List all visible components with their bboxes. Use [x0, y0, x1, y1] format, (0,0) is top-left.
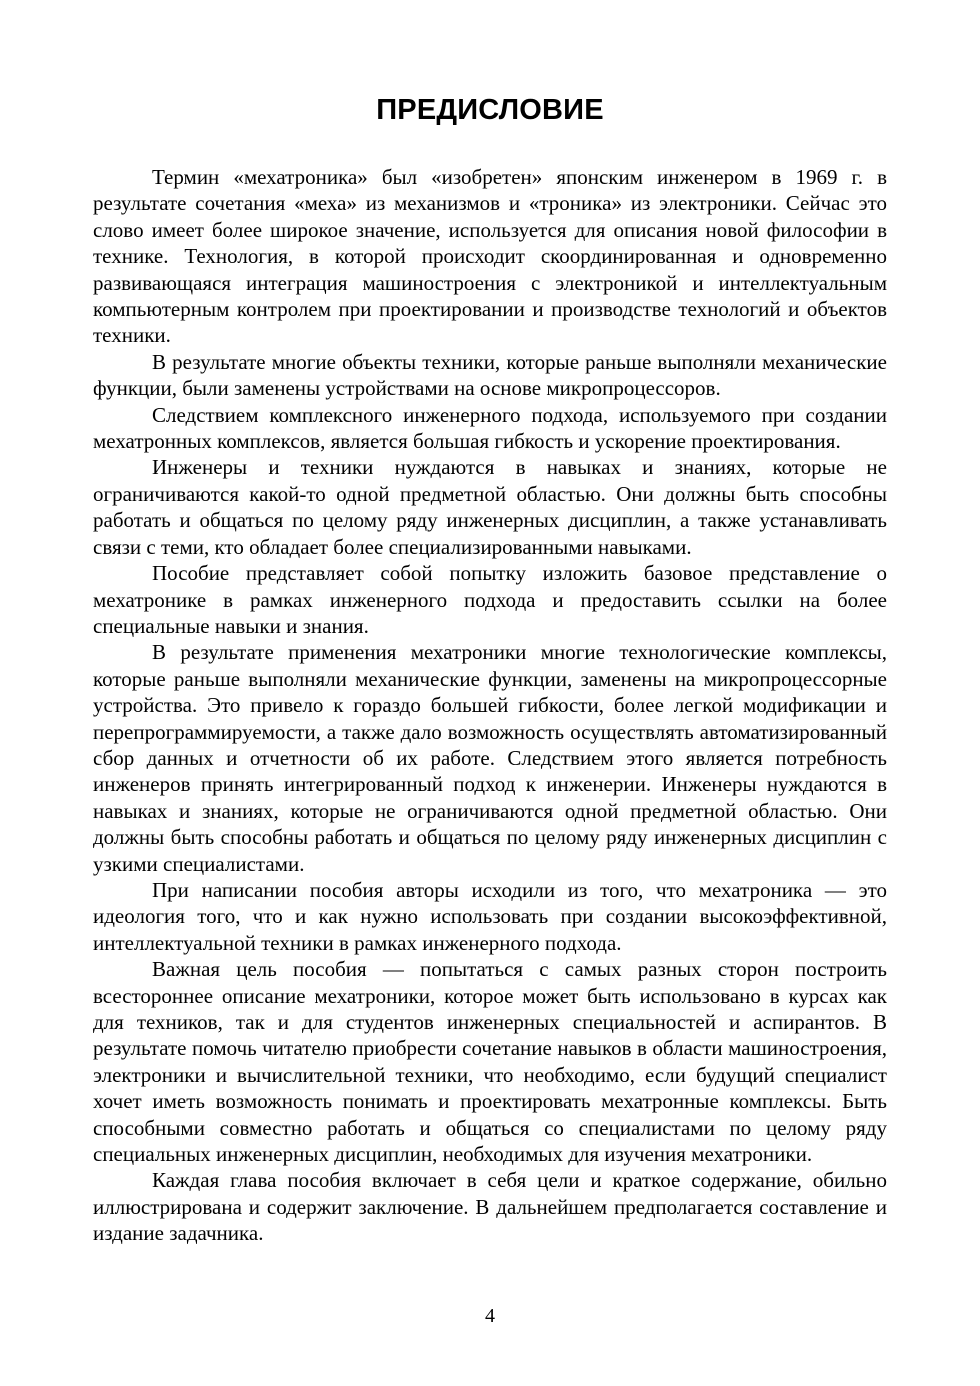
page-body — [93, 80, 887, 1247]
page-number: 4 — [485, 1305, 495, 1327]
paragraph: Пособие представляет собой попытку изложить базовое представление о мехатронике в рамках инженерного подхода и предоставить ссылки на более специальные навыки и знания. — [93, 561, 887, 638]
paragraph: Каждая глава пособия включает в себя цели и краткое содержание, обильно иллюстрирована и содержит заключение. В дальнейшем предполагается составление и издание задачника. — [93, 1168, 887, 1246]
paragraph: Инженеры и техники нуждаются в навыках и знаниях, которые не ограничиваются какой-то одной предметной областью. Они должны быть способны работать и общаться по целому ряду инженерных дисциплин, а также устанавливать связи с теми, кто обладает более специализированными навыками. — [93, 455, 887, 559]
paragraph: При написании пособия авторы исходили из того, что мехатроника — это идеология того, что и как нужно использовать при создании высокоэффективной, интеллектуальной техники в рамках инженерного подхода. — [93, 877, 887, 955]
paragraph: В результате применения мехатроники многие технологические комплексы, которые раньше выполняли механические функции, заменены на микропроцессорные устройства. Это привело к гораздо большей гибкости, более легкой модификации и перепрограммируемости, а также дало возможность осуществлять автоматизированный сбор данных и отчетности об их работе. Следствием этого является потребность инженеров принять интегрированный подход к инженерии. Инженеры нуждаются в навыках и знаниях, которые не ограничиваются одной предметной областью. Они должны быть способны работать и общаться по целому ряду инженерных дисциплин с узкими специалистами. — [93, 640, 887, 876]
paragraph: Важная цель пособия — попытаться с самых разных сторон построить всестороннее описание мехатроники, которое может быть использовано в курсах как для техников, так и для студентов инженерных специальностей и аспирантов. В результате помочь читателю приобрести сочетание навыков в области машиностроения, электроники и вычислительной техники, что необходимо, если будущий специалист хочет иметь возможность понимать и проектировать мехатронные комплексы. Быть способными совместно работать и общаться со специалистами по целому ряду специальных инженерных дисциплин, необходимых для изучения мехатроники. — [93, 957, 887, 1167]
paragraph: Термин «мехатроника» был «изобретен» японским инженером в 1969 г. в результате сочетания «меха» из механизмов и «троника» из электроники. Сейчас это слово имеет более широкое значение, используется для описания новой философии в технике. Технология, в которой происходит скоординированная и одновременно развивающаяся интеграция машиностроения с электроникой и интеллектуальным компьютерным контролем при проектировании и производстве технологий и объектов техники. — [93, 165, 887, 348]
paragraph: Следствием комплексного инженерного подхода, используемого при создании мехатронных комплексов, является большая гибкость и ускорение проектирования. — [93, 402, 887, 454]
page-title: ПРЕДИСЛОВИЕ — [376, 94, 604, 126]
paragraph: В результате многие объекты техники, которые раньше выполняли механические функции, были заменены устройствами на основе микропроцессоров. — [93, 349, 887, 401]
